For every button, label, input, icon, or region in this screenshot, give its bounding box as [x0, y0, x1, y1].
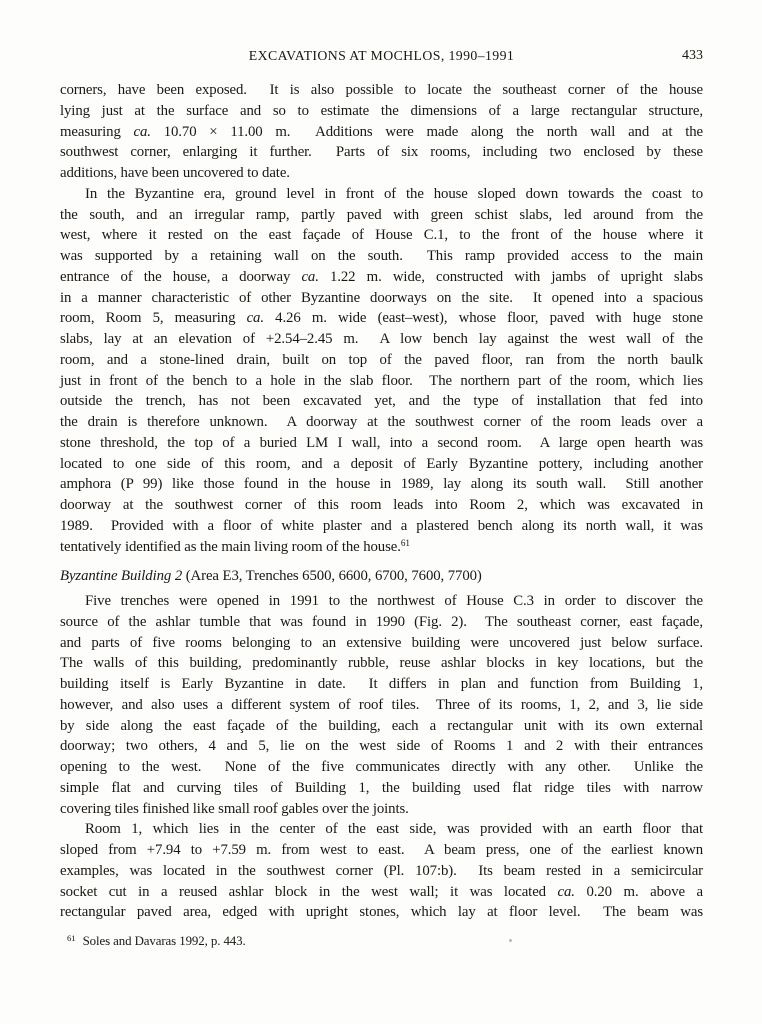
text-line: [60, 566, 703, 587]
text-line: [60, 882, 703, 903]
text-segment: tentatively identified as the main living room of the house.: [60, 538, 401, 555]
text-segment: building itself is Early Byzantine in date. It differs in plan and function from Building 1,: [60, 676, 703, 692]
text-line: [60, 246, 703, 267]
text-segment: located to one side of this room, and a deposit of Early Byzantine pottery, including another: [60, 455, 703, 472]
text-line: [60, 184, 703, 205]
body-paragraph: [60, 184, 703, 559]
text-segment: 4.26 m. wide (east–west), whose floor, paved with huge stone: [263, 310, 703, 327]
text-segment: Five trenches were opened in 1991 to the northwest of House C.3 in order to discover the: [85, 593, 703, 609]
text-segment: outside the trench, has not been excavated yet, and the type of installation that fed into: [60, 393, 703, 410]
text-segment: 10.70 × 11.00 m. Additions were made along the north wall and at the: [150, 123, 703, 140]
text-segment: and parts of five rooms belonging to an extensive building were uncovered just below surface.: [60, 634, 703, 651]
italic-text: ca.: [301, 268, 319, 285]
text-line: [60, 716, 703, 737]
text-segment: sloped from +7.94 to +7.59 m. from west to east. A beam press, one of the earliest known: [60, 842, 703, 858]
text-line: [60, 101, 703, 122]
text-segment: was supported by a retaining wall on the south. This ramp provided access to the main: [60, 248, 703, 264]
text-line: [60, 142, 703, 163]
text-line: [60, 778, 703, 799]
text-segment: west, where it rested on the east façade of House C.1, to the front of the house where it: [60, 227, 703, 244]
text-line: [60, 474, 703, 495]
text-line: [60, 819, 703, 840]
text-line: [60, 633, 703, 654]
text-segment: doorway; two others, 4 and 5, lie on the west side of Rooms 1 and 2 with their entrances: [60, 738, 703, 755]
text-segment: just in front of the bench to a hole in the slab floor. The northern part of the room, which lies: [60, 372, 703, 389]
body-paragraph: [60, 819, 703, 923]
text-line: [60, 757, 703, 778]
text-segment: additions, have been uncovered to date.: [60, 165, 290, 181]
text-segment: 1.22 m. wide, constructed with jambs of upright slabs: [318, 268, 703, 285]
text-segment: Room 1, which lies in the center of the east side, was provided with an earth floor that: [85, 821, 703, 838]
text-segment: corners, have been exposed. It is also possible to locate the southeast corner of the house: [60, 82, 703, 98]
text-line: [60, 612, 703, 633]
text-segment: source of the ashlar tumble that was found in 1990 (Fig. 2). The southeast corner, east façade,: [60, 613, 703, 630]
italic-text: ca.: [246, 310, 264, 327]
text-segment: In the Byzantine era, ground level in front of the house sloped down towards the coast to: [85, 185, 703, 202]
running-header-title: EXCAVATIONS AT MOCHLOS, 1990–1991: [248, 48, 515, 63]
text-segment: The walls of this building, predominantly rubble, reuse ashlar blocks in key locations, but the: [60, 655, 703, 672]
text-segment: socket cut in a reused ashlar block in the west wall; it was located: [60, 883, 558, 900]
text-segment: rectangular paved area, edged with upright stones, which lay at floor level. The beam was: [60, 904, 703, 921]
text-line: [60, 267, 703, 288]
text-line: [60, 674, 703, 695]
text-line: [60, 902, 703, 923]
scan-speck-dot: [509, 939, 512, 942]
text-line: [60, 840, 703, 861]
text-segment: however, and also uses a different system of roof tiles. Three of its rooms, 1, 2, and 3, lie side: [60, 696, 703, 713]
text-line: [60, 653, 703, 674]
text-line: [60, 205, 703, 226]
text-line: [60, 371, 703, 392]
text-segment: room, Room 5, measuring: [60, 310, 247, 327]
text-line: [60, 308, 703, 329]
body-paragraph: [60, 591, 703, 819]
text-line: [60, 736, 703, 757]
text-segment: 0.20 m. above a: [574, 883, 703, 900]
text-segment: amphora (P 99) like those found in the house in 1989, lay along its south wall. Still another: [60, 476, 703, 493]
text-segment: 1989. Provided with a floor of white plaster and a plastered bench along its north wall, it was: [60, 517, 703, 534]
text-segment: in a manner characteristic of other Byzantine doorways on the site. It opened into a spacious: [60, 289, 703, 306]
text-segment: covering tiles finished like small roof gables over the joints.: [60, 800, 409, 817]
text-segment: doorway at the southwest corner of this room leads into Room 2, which was excavated in: [60, 497, 703, 513]
text-segment: southwest corner, enlarging it further. Parts of six rooms, including two enclosed by these: [60, 144, 703, 161]
footnote-text: Soles and Davaras 1992, p. 443.: [82, 934, 246, 948]
text-line: [60, 412, 703, 433]
text-line: [60, 495, 703, 516]
text-segment: simple flat and curving tiles of Building 1, the building used flat ridge tiles with narrow: [60, 779, 703, 796]
text-line: [60, 695, 703, 716]
text-line: [60, 80, 703, 101]
text-line: [60, 288, 703, 309]
footnote-reference: 61: [400, 538, 410, 549]
text-line: [60, 329, 703, 350]
footnote-marker: 61: [67, 933, 76, 944]
text-line: [60, 225, 703, 246]
text-line: [60, 391, 703, 412]
text-segment: the drain is therefore unknown. A doorway at the southwest corner of the room leads over a: [60, 414, 703, 430]
text-line: [60, 591, 703, 612]
text-line: [60, 516, 703, 537]
body-paragraph: [60, 80, 703, 184]
text-line: [60, 454, 703, 475]
italic-text: ca.: [557, 883, 575, 900]
text-segment: stone threshold, the top of a buried LM I wall, into a second room. A large open hearth was: [60, 434, 703, 451]
text-line: [60, 799, 703, 820]
italic-text: ca.: [133, 123, 151, 140]
running-header: [60, 47, 703, 64]
text-segment: room, and a stone-lined drain, built on top of the paved floor, ran from the north baulk: [60, 351, 703, 368]
text-segment: examples, was located in the southwest corner (Pl. 107:b). Its beam rested in a semicircular: [60, 862, 703, 879]
text-segment: opening to the west. None of the five communicates directly with any other. Unlike the: [60, 759, 703, 775]
text-segment: measuring: [60, 123, 134, 140]
text-segment: the south, and an irregular ramp, partly paved with green schist slabs, led around from the: [60, 206, 703, 223]
italic-text: Byzantine Building 2: [60, 568, 183, 585]
text-line: [60, 537, 703, 559]
page-number: 433: [682, 48, 703, 63]
text-segment: by side along the east façade of the building, each a rectangular unit with its own external: [60, 717, 703, 734]
text-line: [60, 163, 703, 184]
section-heading: [60, 566, 703, 587]
text-line: [60, 122, 703, 143]
text-segment: slabs, lay at an elevation of +2.54–2.45 m. A low bench lay against the west wall of the: [60, 331, 703, 347]
text-line: [60, 350, 703, 371]
text-line: [60, 433, 703, 454]
footnote: [60, 933, 703, 951]
body-text: [60, 80, 703, 951]
text-segment: entrance of the house, a doorway: [60, 268, 302, 285]
text-segment: lying just at the surface and so to estimate the dimensions of a large rectangular structure,: [60, 102, 703, 119]
text-line: [60, 861, 703, 882]
text-segment: (Area E3, Trenches 6500, 6600, 6700, 7600, 7700): [182, 568, 482, 585]
